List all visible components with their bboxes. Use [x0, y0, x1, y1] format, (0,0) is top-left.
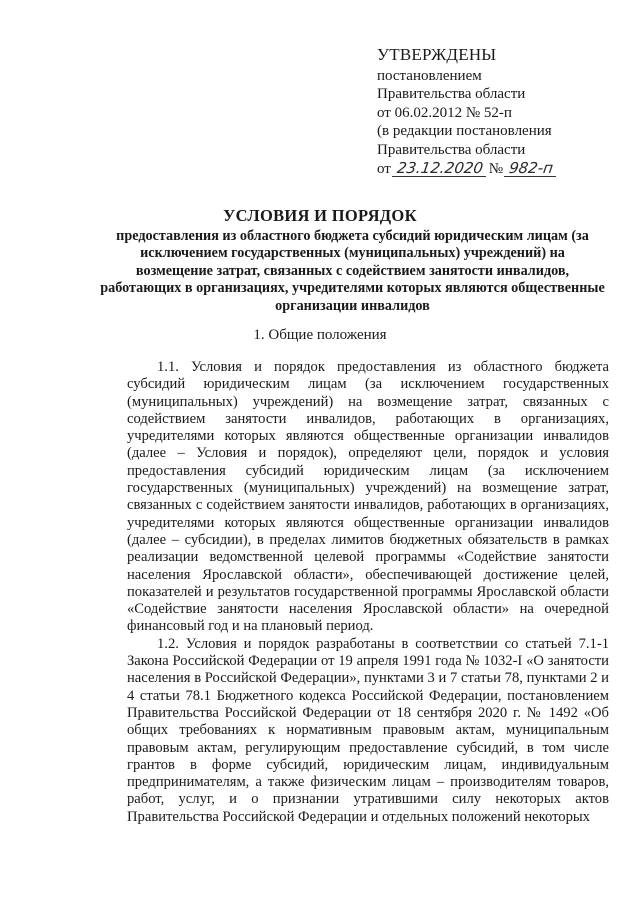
- approval-line-5: Правительства области: [377, 141, 526, 158]
- section-heading: 1. Общие положения: [253, 327, 387, 343]
- paragraph-1-2: 1.2. Условия и порядок разработаны в соответствии со статьей 7.1-1 Закона Российской Федерации от 19 апреля 1991 года № 1032-I «О занятости населения в Российской Федерации», пунктами 3 и 7 статьи 78, пунктами 2 и 4 статьи 78.1 Бюджетного кодекса Российской Федерации, постановлением Правительства Российской Федерации от 18 сентября 2020 г. № 1492 «Об общих требованиях к нормативным правовым актам, муниципальным правовым актам, регулирующим предоставление субсидий, в том числе грантов в форме субсидий, юридическим лицам, индивидуальным предпринимателям, а также физическим лицам – производителям товаров, работ, услуг, и о признании утратившими силу некоторых актов Правительства Российской Федерации и отдельных положений некоторых: [127, 635, 609, 825]
- approval-line-1: постановлением: [377, 67, 482, 84]
- document-title: УСЛОВИЯ И ПОРЯДОК: [223, 206, 417, 225]
- approval-sig-no: №: [488, 160, 504, 177]
- handwritten-number: 982-п: [504, 161, 558, 177]
- approval-title: УТВЕРЖДЕНЫ: [377, 45, 497, 64]
- section-body: [127, 359, 609, 826]
- document-subtitle: предоставления из областного бюджета субсидий юридическим лицам (за исключением государственных (муниципальных) учреждений) на возмещение затрат, связанных с содействием занятости инвалидов, работающих в организациях, учредителями которых являются общественные организации инвалидов: [100, 228, 605, 314]
- approval-line-2: Правительства области: [377, 86, 526, 103]
- approval-stamp: [377, 46, 627, 178]
- handwritten-date: 23.12.2020: [392, 161, 488, 177]
- paragraph-1-1: 1.1. Условия и порядок предоставления из областного бюджета субсидий юридическим лицам (за исключением государственных (муниципальных) учреждений) на возмещение затрат, связанных с содействием занятости инвалидов, работающих в организациях, учредителями которых являются общественные организации инвалидов (далее – Условия и порядок), определяют цели, порядок и условия предоставления субсидий юридическим лицам (за исключением государственных (муниципальных) учреждений) на возмещение затрат, связанных с содействием занятости инвалидов, работающих в организациях, учредителями которых являются общественные организации инвалидов (далее – субсидии), в пределах лимитов бюджетных обязательств в рамках реализации ведомственной целевой программы «Содействие занятости населения Ярославской области», обеспечивающей достижение целей, показателей и результатов государственной программы Ярославской области «Содействие занятости населения Ярославской области» на очередной финансовый год и на плановый период.: [127, 359, 609, 635]
- approval-signature-line: [377, 160, 627, 179]
- approval-line-3: от 06.02.2012 № 52-п: [377, 104, 512, 121]
- approval-line-4: (в редакции постановления: [377, 123, 552, 140]
- approval-sig-prefix: от: [377, 160, 391, 177]
